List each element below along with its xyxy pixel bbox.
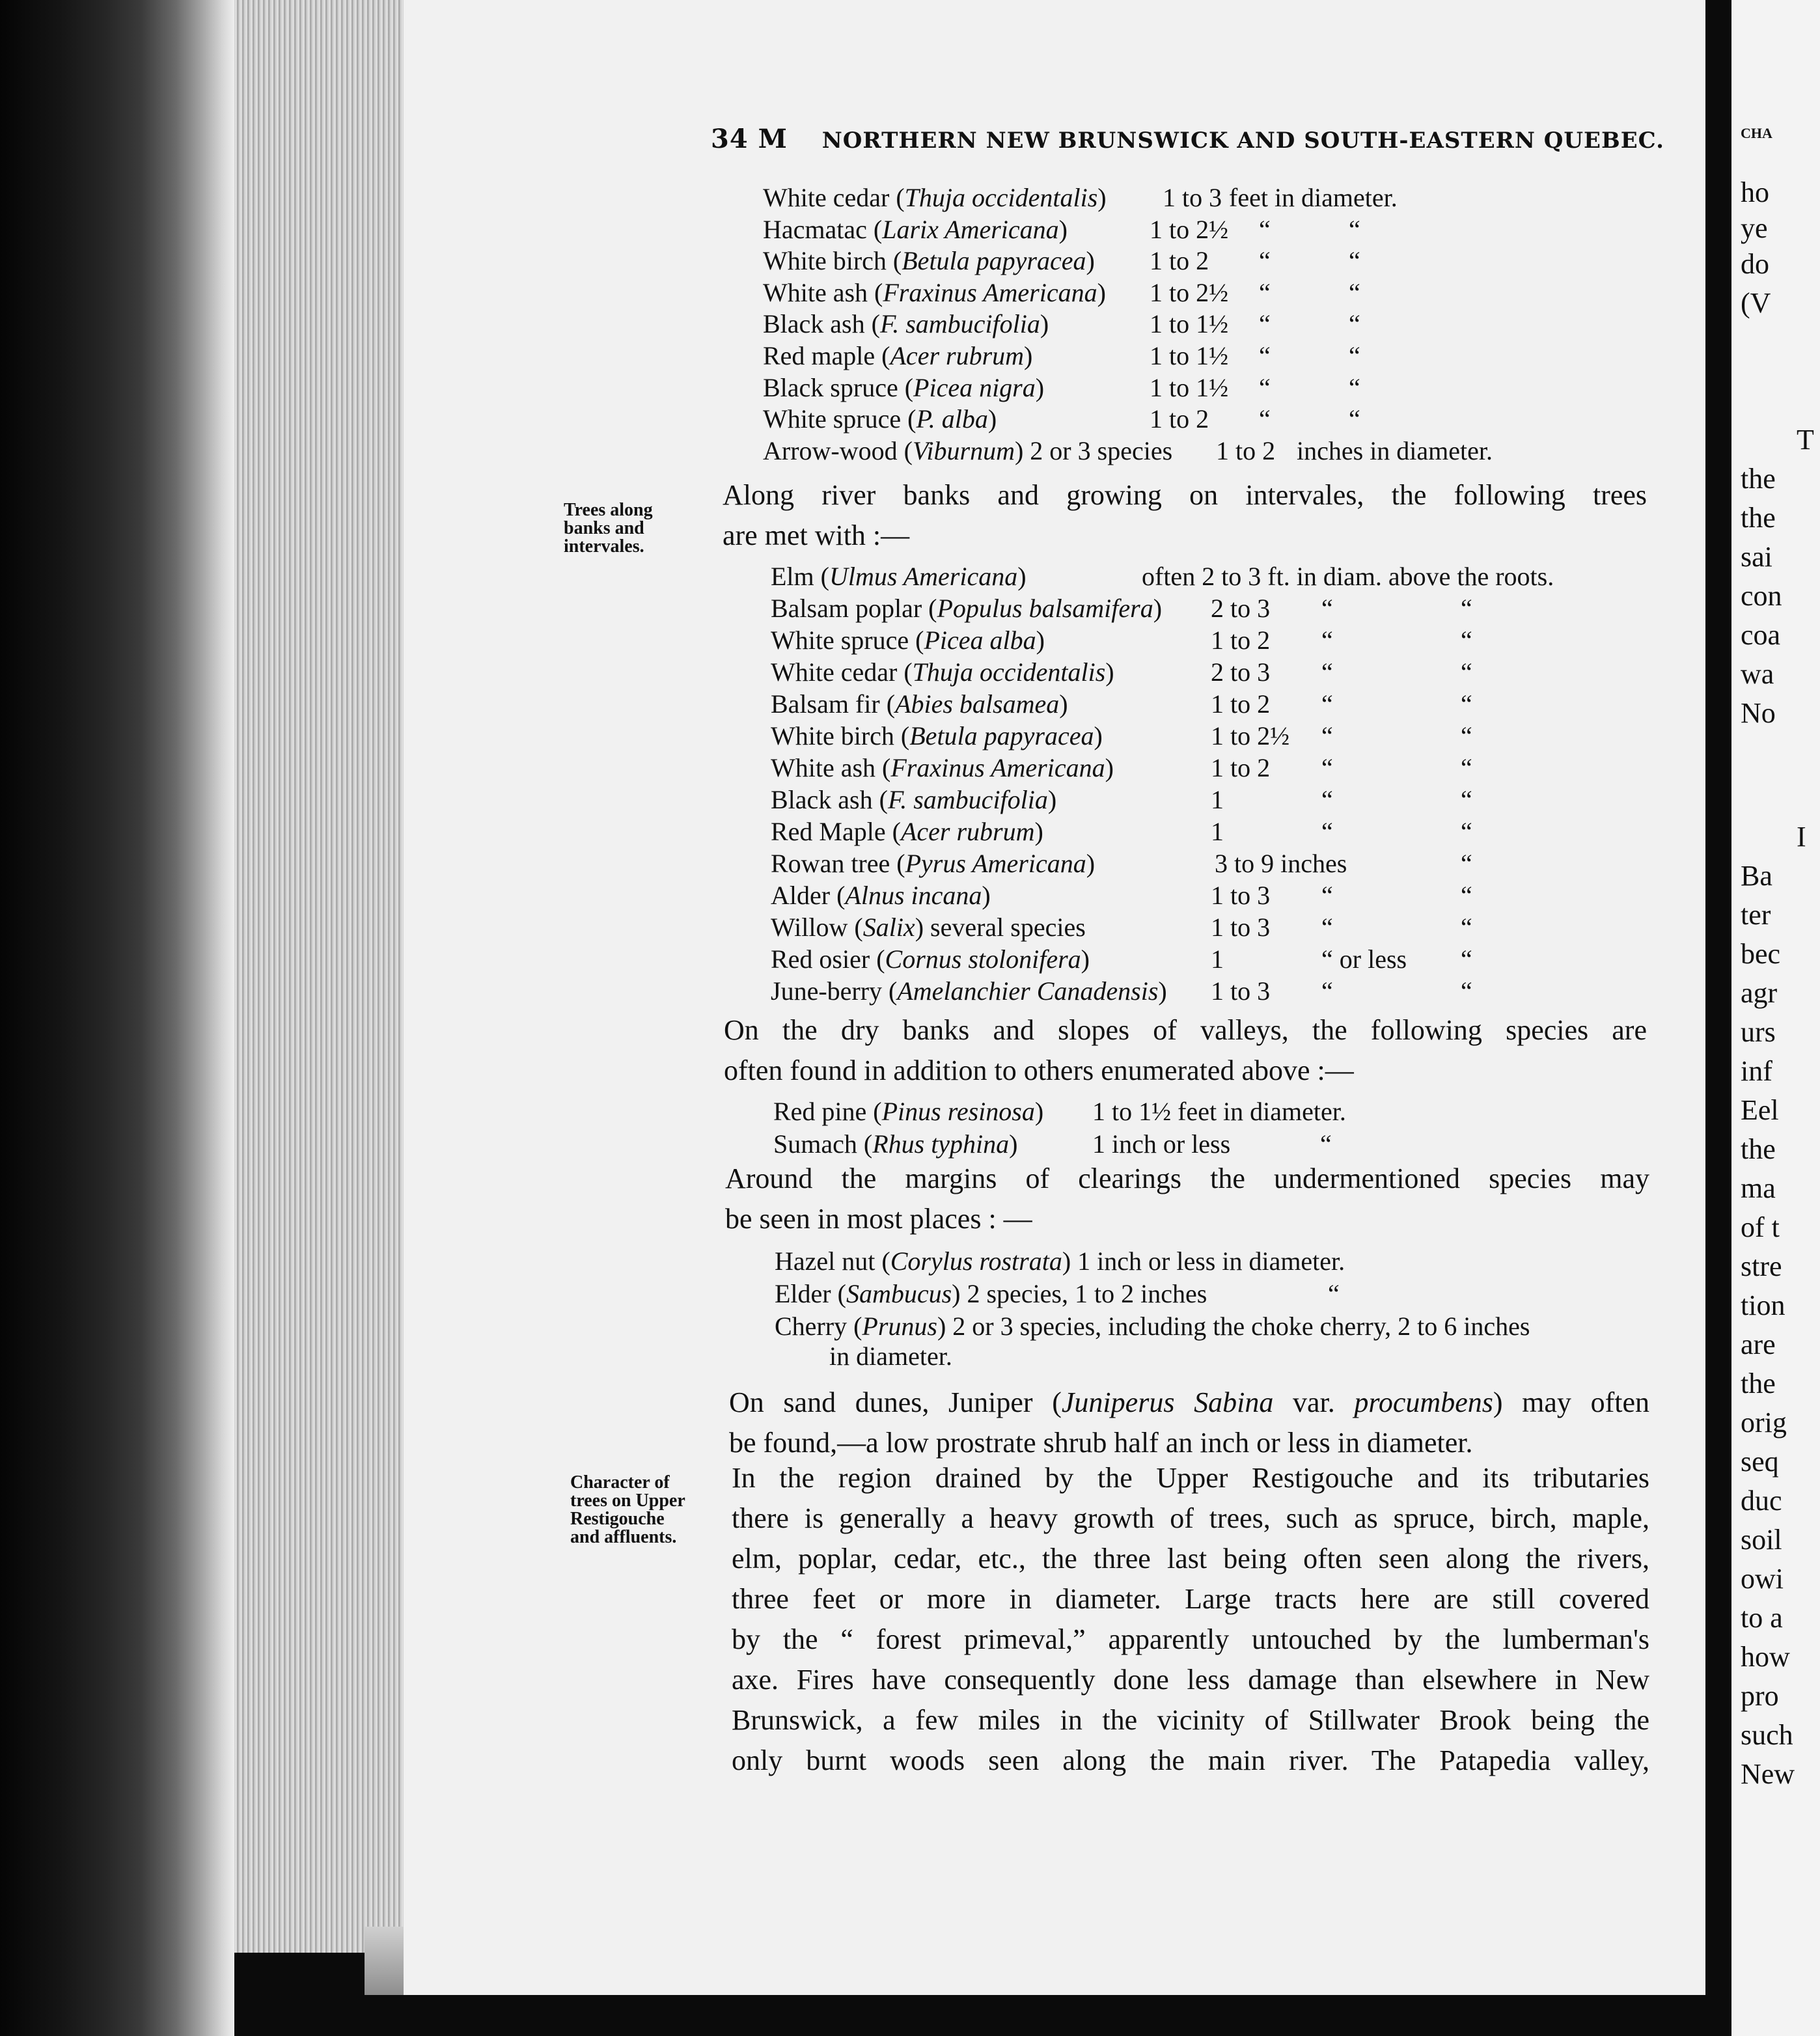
tree-size: 1 to 1½ [1150,309,1229,339]
adjacent-page-fragment: orig [1741,1407,1787,1438]
ditto-mark: “ [1461,657,1472,687]
tree-list-row [771,976,1747,1008]
tree-list-row [763,182,1739,215]
adjacent-page-fragment: the [1741,463,1776,495]
adjacent-page-fragment: T [1797,424,1814,456]
tree-size: 1 to 3 [1211,881,1271,910]
margin-note-upper-restigouche: Character of trees on Upper Restigouche and affluents. [570,1472,685,1547]
ditto-mark: “ [1259,214,1271,244]
adjacent-page-fragment: No [1741,697,1776,729]
tree-size: 1 to 2 [1150,246,1209,276]
tree-size: 1 to 2 [1211,753,1271,782]
adjacent-page-fragment: ma [1741,1172,1776,1204]
tree-size: 2 to 3 [1211,594,1271,623]
ditto-mark: “ [1259,277,1271,307]
tree-name: Red osier (Cornus stolonifera) [771,944,1090,974]
latin-name: Populus balsamifera [937,594,1153,623]
latin-name: Fraxinus Americana [890,753,1105,782]
tree-size: 1 inch or less [1092,1129,1231,1159]
ditto-mark: “ [1321,881,1333,910]
ditto-mark: “ [1461,721,1472,750]
tree-name: White birch (Betula papyracea) [763,246,1095,276]
tree-list-row [773,1096,1750,1129]
tree-name: White ash (Fraxinus Americana) [771,753,1114,782]
tree-name: Hazel nut (Corylus rostrata) 1 inch or less in diameter. [775,1246,1345,1276]
tree-size: 1 [1211,785,1224,814]
tree-list-row [771,784,1747,817]
ditto-mark: “ [1328,1279,1340,1308]
latin-name: Ulmus Americana [829,562,1018,591]
running-head-title: NORTHERN NEW BRUNSWICK AND SOUTH-EASTERN QUEBEC. [821,128,1664,154]
tree-size: 1 [1211,817,1224,846]
tree-size: 1 to 3 [1211,913,1271,942]
ditto-mark: “ [1321,785,1333,814]
adjacent-page-fragment: (V [1741,287,1771,319]
tree-name: Elder (Sambucus) 2 species, 1 to 2 inches [775,1279,1207,1308]
tree-list-row [773,1129,1750,1161]
tree-size: 1 to 2½ [1150,277,1229,307]
tree-name: Black spruce (Picea nigra) [763,372,1045,402]
size-unit: inches in diameter. [1297,435,1493,465]
latin-name: Picea alba [924,626,1036,655]
adjacent-page-fragment: con [1741,580,1782,612]
adjacent-page-fragment: the [1741,502,1776,534]
tree-list-row [775,1311,1751,1343]
margin-note-trees-along-banks: Trees along banks and intervales. [564,500,653,557]
tree-name: Elm (Ulmus Americana) [771,562,1027,591]
tree-size: 1 to 1½ [1150,372,1229,402]
adjacent-page [1731,0,1820,2036]
tree-name: Rowan tree (Pyrus Americana) [771,849,1096,878]
tree-list-row [763,435,1739,468]
ditto-mark: “ [1349,214,1360,244]
ditto-mark: “ [1349,277,1360,307]
adjacent-page-fragment: agr [1741,977,1778,1009]
ditto-mark: “ [1461,976,1472,1006]
ditto-mark: “ [1321,753,1333,782]
tree-name: Red Maple (Acer rubrum) [771,817,1043,846]
tree-list-row [775,1278,1751,1311]
latin-name: Sambucus [846,1279,952,1308]
adjacent-page-fragment: coa [1741,619,1781,651]
tree-list-row [771,880,1747,913]
latin-name: P. alba [916,404,988,434]
ditto-mark: “ [1259,309,1271,339]
tree-name: in diameter. [829,1341,952,1371]
latin-name: Pinus resinosa [881,1097,1035,1126]
tree-list-row [771,912,1747,944]
ditto-mark: “ [1259,404,1271,434]
ditto-mark: “ [1321,913,1333,942]
book-spine [0,0,234,2036]
latin-name: Prunus [862,1312,937,1341]
latin-name: Larix Americana [882,214,1059,244]
latin-name: Thuja occidentalis [912,657,1106,687]
adjacent-page-fragment: soil [1741,1524,1782,1556]
ditto-mark: “ [1461,689,1472,719]
tree-size: 1 [1211,944,1224,974]
tree-size: 1 to 3 [1163,183,1222,212]
tree-size: 1 to 2½ [1211,721,1290,750]
page-edges [234,0,404,1953]
paragraph-dry-banks: On the dry banks and slopes of valleys, the following species are often found in addition to others enumerated above :— [724,1014,1647,1086]
ditto-mark: “ [1461,817,1472,846]
ditto-mark: “ [1321,657,1333,687]
latin-name: Cornus stolonifera [885,944,1081,974]
tree-name: White spruce (P. alba) [763,404,997,434]
ditto-mark: “ [1461,913,1472,942]
latin-name: F. sambucifolia [879,309,1040,339]
latin-name: Fraxinus Americana [883,277,1097,307]
ditto-mark: “ [1461,881,1472,910]
tree-name: Sumach (Rhus typhina) [773,1129,1018,1159]
tree-name: June-berry (Amelanchier Canadensis) [771,976,1167,1006]
tree-name: White birch (Betula papyracea) [771,721,1103,750]
ditto-mark: “ [1321,721,1333,750]
ditto-mark: “ [1461,944,1472,974]
adjacent-page-fragment: duc [1741,1485,1782,1517]
adjacent-page-fragment: do [1741,248,1769,280]
tree-name: Black ash (F. sambucifolia) [763,309,1049,339]
latin-name: Alnus incana [845,881,982,910]
tree-name: White ash (Fraxinus Americana) [763,277,1106,307]
latin-name: Corylus rostrata [890,1246,1062,1276]
ditto-mark: “ or less [1321,944,1407,974]
ditto-mark: “ [1349,404,1360,434]
latin-name: Amelanchier Canadensis [897,976,1159,1006]
tree-list-row [771,593,1747,626]
tree-name: Balsam poplar (Populus balsamifera) [771,594,1163,623]
tree-name: Red pine (Pinus resinosa) [773,1097,1044,1126]
ditto-mark: “ [1259,372,1271,402]
tree-size: 1 to 3 [1211,976,1271,1006]
tree-list-row [771,625,1747,657]
ditto-mark: “ [1321,689,1333,719]
tree-name: Arrow-wood (Viburnum) 2 or 3 species [763,435,1173,465]
tree-name: White spruce (Picea alba) [771,626,1045,655]
adjacent-page-fragment: bec [1741,938,1781,970]
tree-name: Hacmatac (Larix Americana) [763,214,1068,244]
paragraph-upper-restigouche: In the region drained by the Upper Restigouche and its tributaries there is generally a heavy growth of trees, such as spruce, birch, maple, elm, poplar, cedar, etc., the three last being often seen along the rivers, three feet or more in diameter. Large tracts here are still covered by the “ forest primeval,” apparently untouched by the lumberman's axe. Fires have consequently done less damage than elsewhere in New Brunswick, a few miles in the vicinity of Stillwater Brook being the only burnt woods seen along the main river. The Patapedia valley, [732,1462,1649,1776]
latin-name: Rhus typhina [872,1129,1010,1159]
tree-size: 3 to 9 inches [1215,849,1347,878]
tree-list-row [771,721,1747,753]
tree-size: 1 to 2½ [1150,214,1229,244]
adjacent-page-fragment: wa [1741,658,1774,690]
tree-list-row [771,848,1747,881]
tree-size: 2 to 3 [1211,657,1271,687]
tree-size: often 2 to 3 ft. in diam. above the roots. [1142,562,1554,591]
adjacent-page-fragment: I [1797,821,1806,853]
tree-size: 1 to 2 [1211,626,1271,655]
adjacent-page-fragment: Eel [1741,1094,1779,1126]
latin-name: Viburnum [912,435,1015,465]
adjacent-page-fragment: pro [1741,1680,1779,1712]
tree-list-row [763,214,1739,247]
tree-list-row [763,245,1739,278]
latin-name: Acer rubrum [900,817,1035,846]
ditto-mark: “ [1461,594,1472,623]
tree-list-row [763,404,1739,436]
adjacent-page-fragment: how [1741,1641,1790,1673]
ditto-mark: “ [1321,626,1333,655]
ditto-mark: “ [1461,626,1472,655]
adjacent-page-fragment: urs [1741,1016,1776,1048]
tree-size: 1 to 2 [1150,404,1209,434]
tree-list-row [771,752,1747,785]
tree-list-row [763,340,1739,373]
adjacent-page-fragment: are [1741,1328,1776,1360]
tree-list-row [771,561,1747,594]
ditto-mark: “ [1349,341,1360,370]
paragraph-sand-dunes: On sand dunes, Juniper (Juniperus Sabina var. procumbens) may often be found,—a low prostrate shrub half an inch or less in diameter. [729,1386,1649,1459]
ditto-mark: “ [1321,594,1333,623]
latin-name: Betula papyracea [909,721,1094,750]
tree-list-row [771,657,1747,689]
latin-name: Picea nigra [913,372,1036,402]
ditto-mark: “ [1461,753,1472,782]
tree-name: White cedar (Thuja occidentalis) [763,183,1107,212]
adjacent-page-fragment: ye [1741,212,1768,244]
tree-size: 1 to 2 [1216,435,1276,465]
adjacent-page-fragment: the [1741,1368,1776,1399]
ditto-mark: “ [1349,309,1360,339]
adjacent-page-fragment: New [1741,1758,1795,1790]
tree-list-row [763,277,1739,310]
page-number: 34 M [711,124,788,154]
ditto-mark: “ [1259,341,1271,370]
tree-list-row [771,816,1747,849]
adjacent-page-fragment: such [1741,1719,1793,1751]
size-unit: feet in diameter. [1229,183,1398,212]
tree-name: Cherry (Prunus) 2 or 3 species, including the choke cherry, 2 to 6 inches [775,1312,1530,1341]
latin-name: Salix [862,913,915,942]
tree-list-row [771,689,1747,721]
ditto-mark: “ [1320,1129,1332,1159]
adjacent-page-fragment: ter [1741,899,1771,931]
tree-name: Red maple (Acer rubrum) [763,341,1033,370]
tree-list-row [775,1246,1751,1278]
running-head [711,124,1664,154]
tree-list-row [829,1341,1806,1373]
ditto-mark: “ [1461,785,1472,814]
ditto-mark: “ [1321,976,1333,1006]
tree-list-row [763,309,1739,341]
ditto-mark: “ [1259,246,1271,276]
ditto-mark: “ [1461,849,1472,878]
tree-list-row [763,372,1739,405]
latin-name: F. sambucifolia [887,785,1048,814]
adjacent-page-fragment: to a [1741,1602,1783,1634]
latin-name: Pyrus Americana [905,849,1086,878]
adjacent-page-fragment: of t [1741,1211,1780,1243]
tree-name: White cedar (Thuja occidentalis) [771,657,1114,687]
adjacent-page-fragment: seq [1741,1446,1779,1478]
adjacent-page-fragment: inf [1741,1055,1772,1087]
ditto-mark: “ [1349,372,1360,402]
tree-size: 1 to 1½ feet in diameter. [1092,1097,1346,1126]
tree-size: 1 to 2 [1211,689,1271,719]
latin-name: Acer rubrum [890,341,1025,370]
ditto-mark: “ [1321,817,1333,846]
adjacent-page-fragment: sai [1741,541,1772,573]
tree-name: Balsam fir (Abies balsamea) [771,689,1068,719]
tree-name: Alder (Alnus incana) [771,881,991,910]
latin-name: Betula papyracea [902,246,1086,276]
tree-name: Black ash (F. sambucifolia) [771,785,1057,814]
adjacent-page-fragment: Ba [1741,860,1772,892]
paragraph-river-banks: Along river banks and growing on intervales, the following trees are met with :— [723,479,1647,551]
tree-size: 1 to 1½ [1150,341,1229,370]
tree-list-row [771,944,1747,976]
latin-name: Abies balsamea [895,689,1060,719]
adjacent-page-fragment: the [1741,1133,1776,1165]
adjacent-page-fragment: owi [1741,1563,1784,1595]
adjacent-page-fragment: tion [1741,1289,1786,1321]
ditto-mark: “ [1349,246,1360,276]
latin-name: Thuja occidentalis [904,183,1098,212]
adjacent-page-fragment: stre [1741,1250,1782,1282]
adjacent-page-fragment: ho [1741,176,1769,208]
paragraph-clearings: Around the margins of clearings the undermentioned species may be seen in most places : — [725,1162,1649,1235]
tree-name: Willow (Salix) several species [771,913,1086,942]
adjacent-page-head: CHA [1741,125,1772,141]
